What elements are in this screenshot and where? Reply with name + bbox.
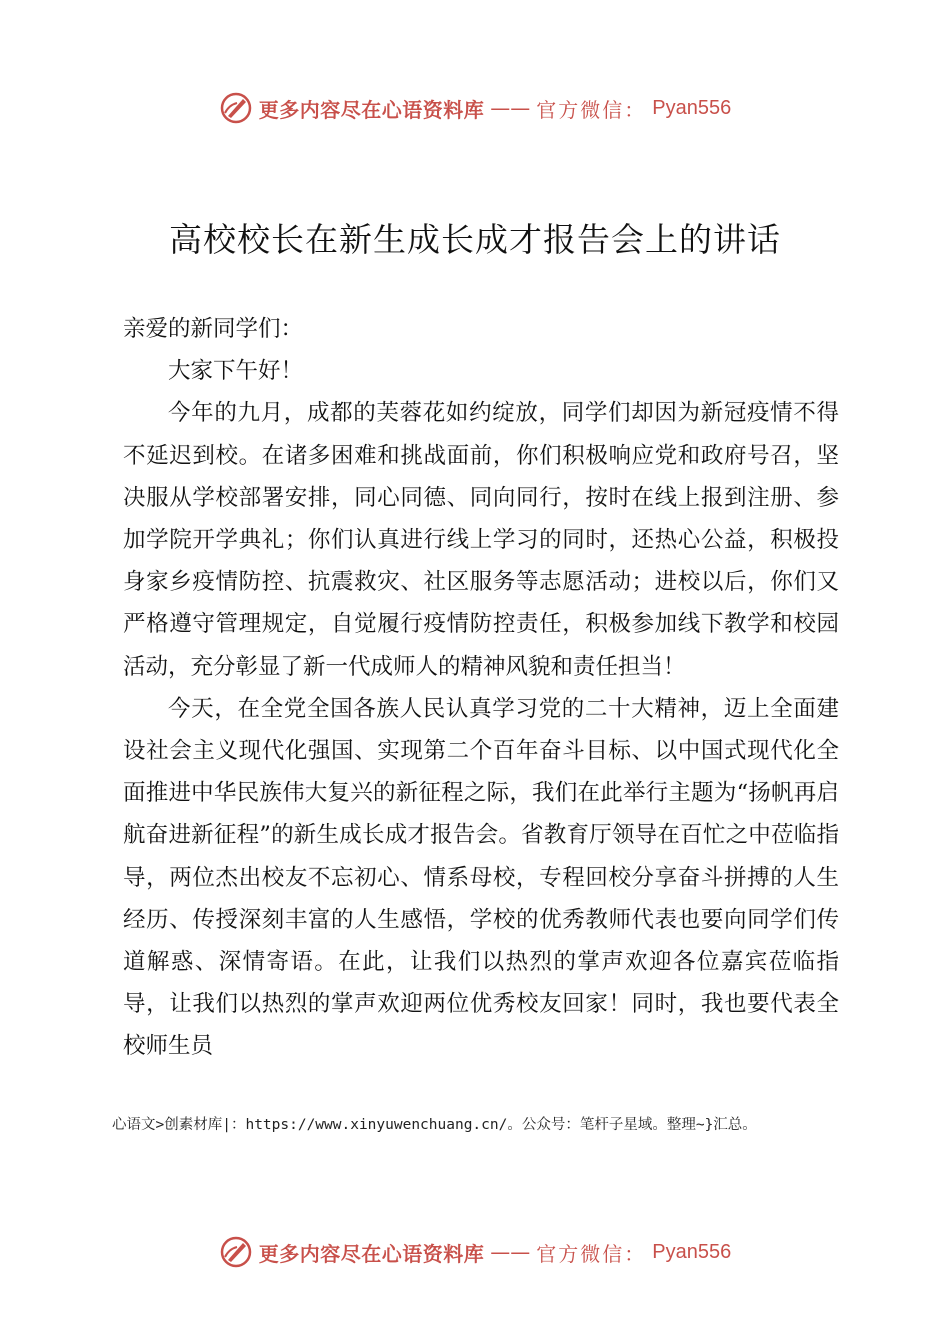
banner-wechat-id: Pyan556 xyxy=(652,1240,732,1263)
pen-seal-logo-icon xyxy=(219,91,253,125)
pen-seal-logo-icon xyxy=(219,1235,253,1269)
document-body xyxy=(123,308,839,1068)
paragraph: 今天，在全党全国各族人民认真学习党的二十大精神，迈上全面建设社会主义现代化强国、实现第二个百年奋斗目标、以中国式现代化全面推进中华民族伟大复兴的新征程之际，我们在此举行主题为“扬帆再启航奋进新征程”的新生成长成才报告会。省教育厅领导在百忙之中莅临指导，两位杰出校友不忘初心、情系母校，专程回校分享奋斗拼搏的人生经历、传授深刻丰富的人生感悟，学校的优秀教师代表也要向同学们传道解惑、深情寄语。在此，让我们以热烈的掌声欢迎各位嘉宾莅临指导，让我们以热烈的掌声欢迎两位优秀校友回家！同时，我也要代表全校师生员 xyxy=(123,695,839,1060)
banner-wechat-id: Pyan556 xyxy=(652,96,732,119)
paragraph: 今年的九月，成都的芙蓉花如约绽放，同学们却因为新冠疫情不得不延迟到校。在诸多困难和挑战面前，你们积极响应党和政府号召，坚决服从学校部署安排，同心同德、同向同行，按时在线上报到注册、参加学院开学典礼；你们认真进行线上学习的同时，还热心公益，积极投身家乡疫情防控、抗震救灾、社区服务等志愿活动；进校以后，你们又严格遵守管理规定，自觉履行疫情防控责任，积极参加线下教学和校园活动，充分彰显了新一代成师人的精神风貌和责任担当！ xyxy=(123,400,839,680)
banner-brand: 更多内容尽在心语资料库 xyxy=(258,1241,485,1266)
header-banner xyxy=(0,88,950,128)
footer-banner xyxy=(0,1232,950,1272)
source-note: 心语文>创素材库|：https://www.xinyuwenchuang.cn/。公众号：笔杆子星域。整理~}汇总。 xyxy=(112,1117,757,1133)
banner-brand: 更多内容尽在心语资料库 xyxy=(258,97,485,122)
greeting: 大家下午好！ xyxy=(168,358,304,385)
banner-separator: —— xyxy=(490,96,531,120)
document-title: 高校校长在新生成长成才报告会上的讲话 xyxy=(169,220,781,259)
banner-separator: —— xyxy=(490,1240,531,1264)
banner-wechat-label: 官方微信： xyxy=(536,1241,647,1266)
salutation: 亲爱的新同学们： xyxy=(123,316,304,342)
banner-wechat-label: 官方微信： xyxy=(536,97,647,122)
